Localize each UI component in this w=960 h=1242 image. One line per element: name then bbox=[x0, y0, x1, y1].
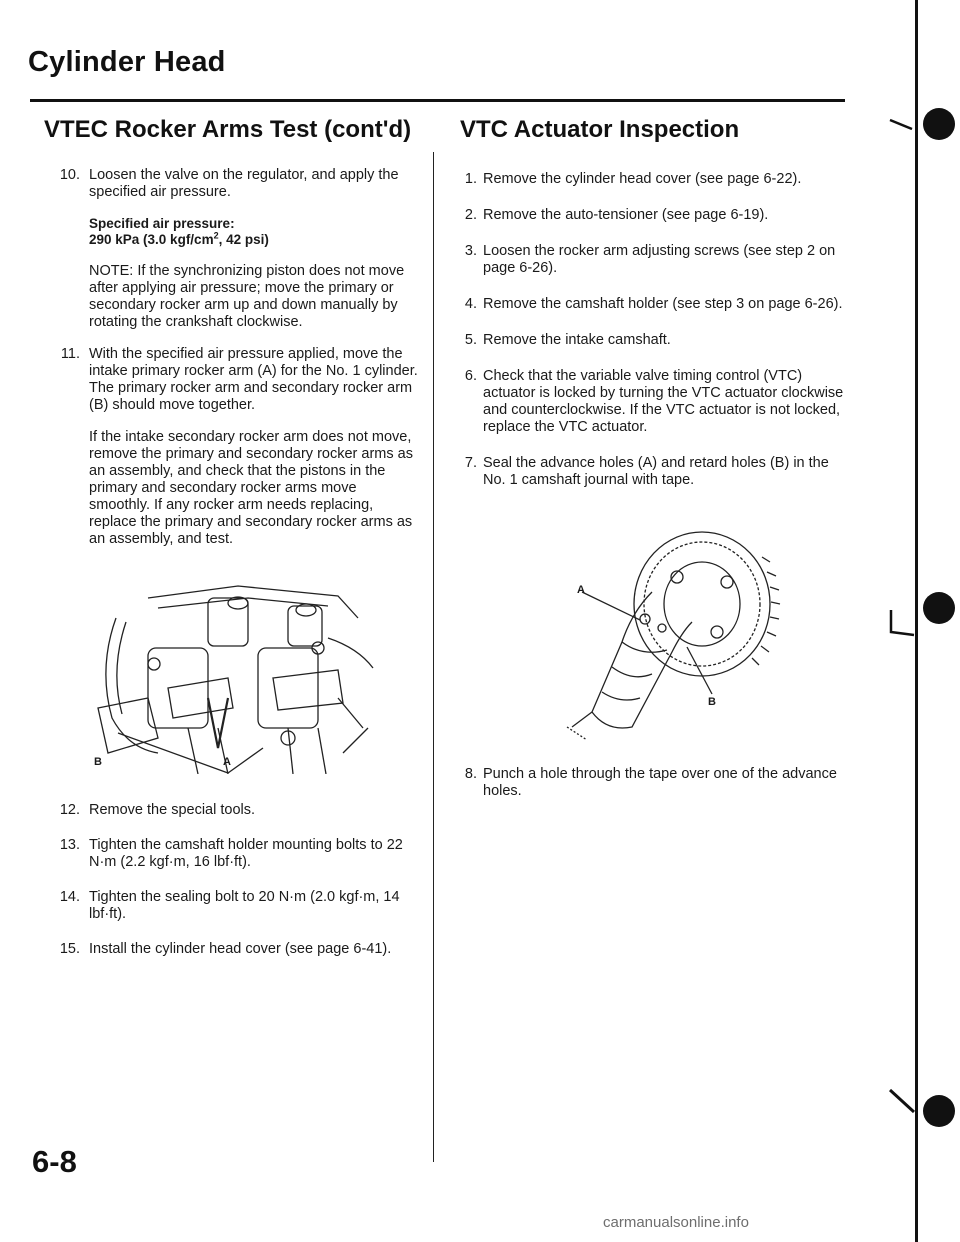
step-number: 3. bbox=[464, 243, 477, 259]
column-divider bbox=[433, 152, 434, 1162]
step-10 bbox=[48, 167, 418, 201]
spec-value bbox=[89, 232, 418, 248]
step-number: 4. bbox=[464, 296, 477, 312]
step-text: Remove the intake camshaft. bbox=[483, 332, 671, 348]
step-number: 6. bbox=[464, 368, 477, 384]
step-7 bbox=[449, 455, 855, 489]
spec-value-tail: , 42 psi) bbox=[218, 232, 269, 247]
spec-label: Specified air pressure: bbox=[89, 216, 235, 231]
left-column bbox=[48, 167, 418, 563]
spec-value-superscript: 2 bbox=[213, 230, 219, 241]
vtc-actuator-figure bbox=[552, 522, 802, 744]
figure-label-a: A bbox=[577, 584, 585, 596]
tab-notch-icon bbox=[888, 608, 916, 638]
step-text: Remove the auto-tensioner (see page 6-19). bbox=[483, 207, 769, 223]
right-column-lower bbox=[449, 766, 855, 815]
step-number: 15. bbox=[59, 941, 80, 957]
watermark: carmanualsonline.info bbox=[603, 1214, 749, 1231]
step-text: With the specified air pressure applied, move the intake primary rocker arm (A) for the No. 1 cylinder. The primary rocker arm and secondary rocker arm (B) should move together. bbox=[89, 346, 418, 413]
section-heading-vtec: VTEC Rocker Arms Test (cont'd) bbox=[44, 116, 412, 143]
step-number: 7. bbox=[464, 455, 477, 471]
section-heading-vtc: VTC Actuator Inspection bbox=[460, 116, 740, 143]
step-text: Remove the special tools. bbox=[89, 802, 256, 818]
step-4 bbox=[449, 296, 855, 313]
step-number: 14. bbox=[59, 889, 80, 905]
step-11 bbox=[48, 346, 418, 414]
step-1 bbox=[449, 171, 855, 188]
step-12 bbox=[48, 802, 418, 819]
vtc-actuator-illustration bbox=[552, 522, 802, 744]
step-14 bbox=[48, 889, 418, 923]
step-text: Tighten the camshaft holder mounting bolts to 22 N·m (2.2 kgf·m, 16 lbf·ft). bbox=[89, 837, 403, 870]
step-5 bbox=[449, 332, 855, 349]
step-number: 10. bbox=[59, 167, 80, 183]
step-number: 13. bbox=[59, 837, 80, 853]
edge-mark-dot bbox=[923, 1095, 955, 1127]
step-text: Tighten the sealing bolt to 20 N·m (2.0 kgf·m, 14 lbf·ft). bbox=[89, 889, 400, 922]
tab-notch-icon bbox=[888, 1086, 916, 1116]
step-text: Punch a hole through the tape over one of the advance holes. bbox=[483, 766, 837, 799]
edge-mark-dot bbox=[923, 108, 955, 140]
tab-notch-icon bbox=[888, 118, 916, 132]
step-text: Loosen the rocker arm adjusting screws (see step 2 on page 6-26). bbox=[483, 243, 836, 276]
figure-label-a: A bbox=[223, 756, 231, 768]
step-11-detail: If the intake secondary rocker arm does not move, remove the primary and secondary rocker arms as an assembly, and check that the pistons in the primary and secondary rocker arms move smoothly. If any rocker arm needs replacing, replace the primary and secondary rocker arms as an assembly, and test. bbox=[89, 429, 413, 547]
figure-label-b: B bbox=[708, 696, 716, 708]
step-text: Loosen the valve on the regulator, and apply the specified air pressure. bbox=[89, 167, 399, 200]
step-3 bbox=[449, 243, 855, 277]
header-rule bbox=[30, 99, 845, 102]
spec-block bbox=[89, 216, 418, 248]
left-column-lower bbox=[48, 802, 418, 973]
step-2 bbox=[449, 207, 855, 224]
page-title: Cylinder Head bbox=[28, 46, 226, 78]
step-text: Check that the variable valve timing control (VTC) actuator is locked by turning the VTC actuator clockwise and counterclockwise. If the VTC actuator is not locked, replace the VTC actuator. bbox=[483, 368, 844, 435]
step-number: 12. bbox=[59, 802, 80, 818]
step-15 bbox=[48, 941, 418, 958]
step-text: Remove the cylinder head cover (see page 6-22). bbox=[483, 171, 802, 187]
step-number: 5. bbox=[464, 332, 477, 348]
edge-mark-dot bbox=[923, 592, 955, 624]
step-number: 11. bbox=[60, 346, 80, 362]
step-number: 2. bbox=[464, 207, 477, 223]
figure-label-b: B bbox=[94, 756, 102, 768]
rocker-arm-illustration bbox=[88, 578, 380, 774]
note-text: NOTE: If the synchronizing piston does not move after applying air pressure; move the primary or secondary rocker arm up and down manually by rotating the crankshaft clockwise. bbox=[89, 263, 405, 330]
step-number: 1. bbox=[464, 171, 477, 187]
step-8 bbox=[449, 766, 855, 800]
step-6 bbox=[449, 368, 855, 436]
step-text: Seal the advance holes (A) and retard holes (B) in the No. 1 camshaft journal with tape. bbox=[483, 455, 829, 488]
rocker-arm-figure bbox=[88, 578, 380, 774]
spec-value-main: 290 kPa (3.0 kgf/cm bbox=[89, 232, 214, 247]
step-text: Install the cylinder head cover (see page 6-41). bbox=[89, 941, 392, 957]
page-number: 6-8 bbox=[32, 1144, 77, 1179]
step-number: 8. bbox=[464, 766, 477, 782]
step-text: Remove the camshaft holder (see step 3 on page 6-26). bbox=[483, 296, 843, 312]
step-13 bbox=[48, 837, 418, 871]
right-column bbox=[449, 171, 855, 504]
